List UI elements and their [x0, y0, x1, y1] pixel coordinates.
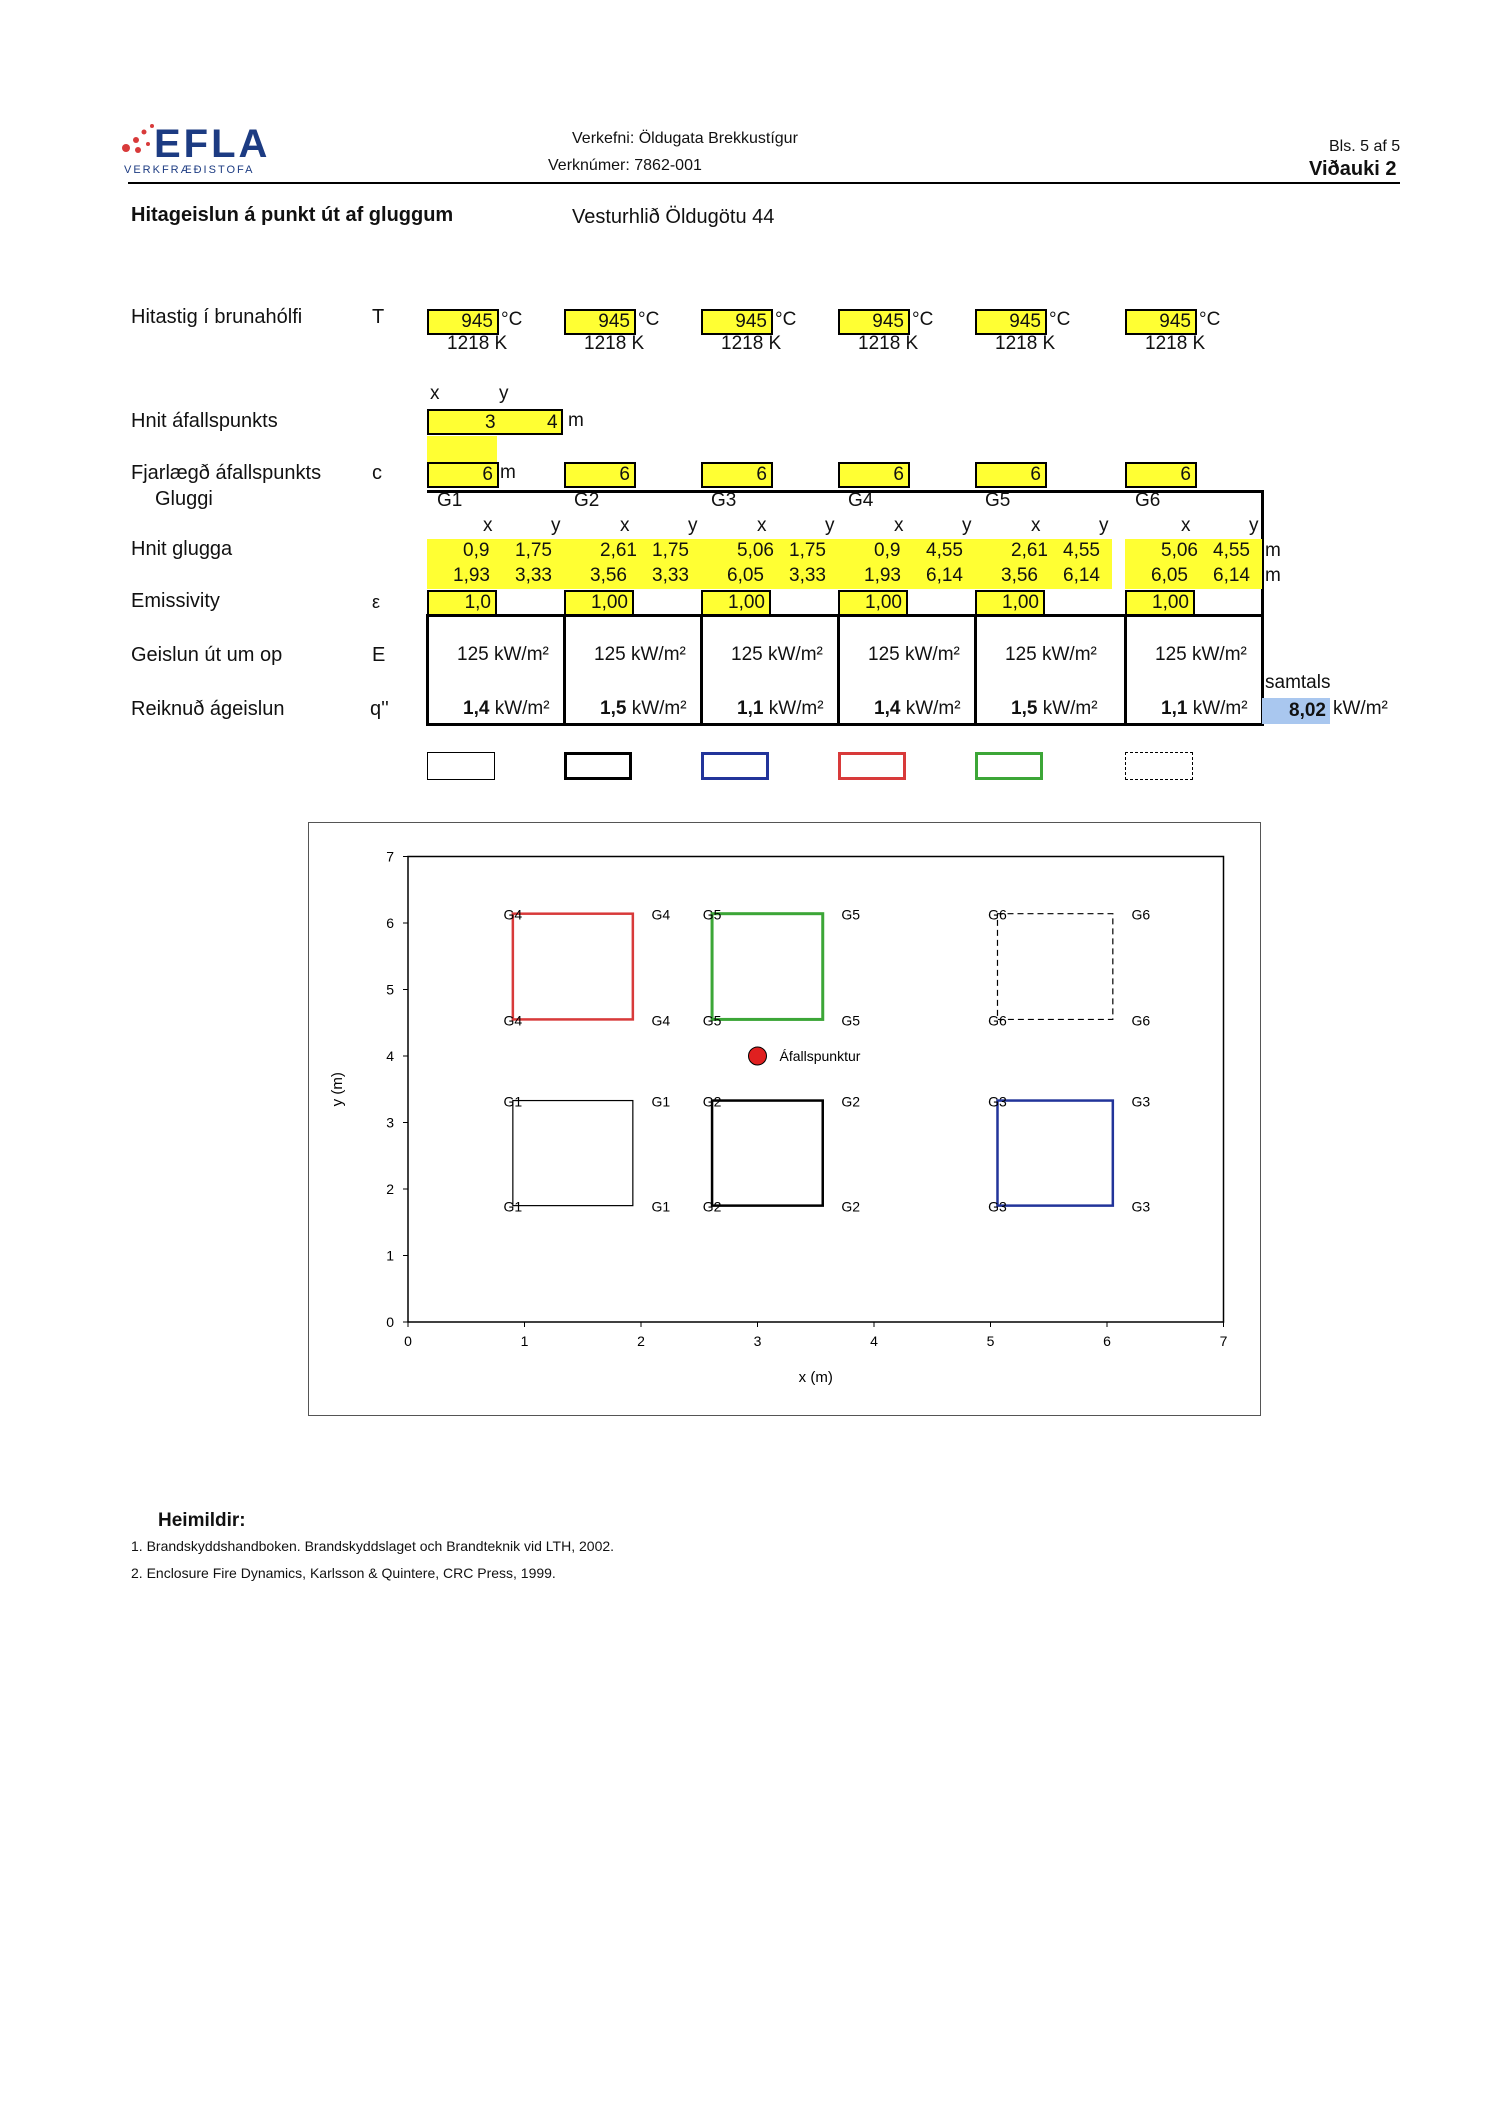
radiation-out-G5	[1005, 644, 1097, 666]
temp-kelvin-G6: 1218 K	[1145, 333, 1206, 354]
page-subtitle: Vesturhlið Öldugötu 44	[572, 206, 775, 228]
calc-radiation-value: 1,1	[737, 698, 764, 719]
emissivity-box-G2: 1,00	[564, 590, 634, 616]
distance-unit: m	[500, 462, 516, 483]
x-tick-label: 0	[404, 1333, 412, 1349]
distance-box-G4: 6	[838, 462, 910, 488]
window-label-G1: G1	[651, 1093, 671, 1110]
window-label-G4: G4	[503, 906, 523, 923]
temp-unit-G5: °C	[1049, 309, 1071, 330]
legend-box-G6	[1125, 752, 1193, 780]
window-name-G5: G5	[985, 490, 1011, 511]
y-header-G2: y	[688, 515, 698, 536]
calc-radiation-unit: kW/m²	[1042, 698, 1098, 719]
reference-2: 2. Enclosure Fire Dynamics, Karlsson & Quintere, CRC Press, 1999.	[131, 1565, 556, 1581]
label-radiation-out: Geislun út um op	[131, 644, 283, 666]
y-header-G3: y	[825, 515, 835, 536]
logo-dots-icon	[118, 118, 158, 158]
point-y-header: y	[499, 383, 509, 404]
temp-unit-G2: °C	[638, 309, 660, 330]
y-tick-label: 2	[386, 1181, 394, 1197]
label-window-coords: Hnit glugga	[131, 538, 233, 560]
label-temperature: Hitastig í brunahólfi	[131, 306, 303, 328]
symbol-c: c	[372, 462, 382, 484]
y2-G3: 3,33	[789, 565, 826, 586]
window-label-G2: G2	[841, 1198, 861, 1215]
window-name-G2: G2	[574, 490, 600, 511]
temp-unit-G1: °C	[501, 309, 523, 330]
y-tick-label: 6	[386, 915, 394, 931]
radiation-out-value: 125	[1155, 644, 1187, 665]
logo	[118, 118, 288, 178]
x1-G6: 5,06	[1161, 540, 1198, 561]
x1-G3: 5,06	[737, 540, 774, 561]
point-x-value: 3	[485, 412, 496, 433]
window-label-G2: G2	[841, 1093, 861, 1110]
legend-box-G5	[975, 752, 1043, 780]
references-title: Heimildir:	[158, 1510, 246, 1531]
calc-radiation-value: 1,4	[874, 698, 901, 719]
x2-G3: 6,05	[727, 565, 764, 586]
page-title: Hitageislun á punkt út af gluggum	[131, 204, 454, 226]
point-y-value: 4	[547, 412, 558, 433]
distance-box-G5: 6	[975, 462, 1047, 488]
window-label-G6: G6	[988, 1012, 1007, 1029]
radiation-out-G1	[457, 644, 549, 666]
window-label-G4: G4	[651, 906, 671, 923]
total-value: 8,02	[1262, 698, 1330, 724]
calc-radiation-unit: kW/m²	[494, 698, 550, 719]
window-rect-G3	[997, 1101, 1112, 1206]
radiation-out-unit: kW/m²	[904, 644, 960, 665]
window-label-G3: G3	[1131, 1093, 1151, 1110]
x-header-G4: x	[894, 515, 904, 536]
y-header-G6: y	[1249, 515, 1259, 536]
emissivity-box-G3: 1,00	[701, 590, 771, 616]
temp-kelvin-G2: 1218 K	[584, 333, 645, 354]
emissivity-box-G4: 1,00	[838, 590, 908, 616]
window-rect-G4	[513, 914, 633, 1020]
column-rule-G1	[426, 614, 429, 726]
window-label-G1: G1	[503, 1198, 523, 1215]
window-label-G3: G3	[1131, 1198, 1151, 1215]
calc-radiation-unit: kW/m²	[768, 698, 824, 719]
x-axis-label: x (m)	[798, 1369, 833, 1386]
y1-G4: 4,55	[926, 540, 963, 561]
table-right-rule	[1261, 490, 1264, 726]
project-label: Verkefni: Öldugata Brekkustígur	[572, 130, 798, 147]
plot-area	[408, 857, 1224, 1323]
legend-box-G3	[701, 752, 769, 780]
calc-radiation-G3	[737, 698, 824, 720]
x-header-G6: x	[1181, 515, 1191, 536]
distance-box-G2: 6	[564, 462, 636, 488]
distance-box-G1: 6	[427, 462, 499, 488]
table-bottom-rule	[427, 723, 1263, 726]
y1-G6: 4,55	[1213, 540, 1250, 561]
radiation-out-G2	[594, 644, 686, 666]
window-label-G5: G5	[841, 1012, 861, 1029]
y-tick-label: 5	[386, 981, 394, 998]
x-header-G5: x	[1031, 515, 1041, 536]
x2-G2: 3,56	[590, 565, 627, 586]
radiation-out-value: 125	[731, 644, 763, 665]
y1-G5: 4,55	[1063, 540, 1100, 561]
symbol-q: q''	[370, 698, 389, 720]
legend-box-G1	[427, 752, 495, 780]
y1-G2: 1,75	[652, 540, 689, 561]
emissivity-box-G5: 1,00	[975, 590, 1045, 616]
radiation-out-G3	[731, 644, 823, 666]
radiation-out-unit: kW/m²	[1191, 644, 1247, 665]
window-name-G6: G6	[1135, 490, 1161, 511]
x2-G4: 1,93	[864, 565, 901, 586]
temp-unit-G3: °C	[775, 309, 797, 330]
temp-kelvin-G3: 1218 K	[721, 333, 782, 354]
point-blank-fill	[427, 436, 497, 462]
x1-G1: 0,9	[463, 540, 490, 561]
column-rule-G5	[974, 614, 977, 726]
temp-unit-G4: °C	[912, 309, 934, 330]
window-label-G2: G2	[702, 1093, 722, 1110]
calc-radiation-G5	[1011, 698, 1098, 720]
temp-box-G4: 945	[838, 309, 910, 335]
x-header-G2: x	[620, 515, 630, 536]
symbol-T: T	[372, 306, 385, 328]
logo-subtitle: VERKFRÆÐISTOFA	[124, 164, 255, 176]
legend-box-G2	[564, 752, 632, 780]
window-position-chart	[308, 822, 1261, 1416]
y-tick-label: 3	[386, 1114, 394, 1131]
point-x-header: x	[430, 383, 440, 404]
target-point-label: Áfallspunktur	[779, 1048, 861, 1064]
appendix-label: Viðauki 2	[1309, 158, 1397, 180]
window-rect-G5	[712, 914, 823, 1020]
calc-radiation-value: 1,5	[600, 698, 627, 719]
y2-G2: 3,33	[652, 565, 689, 586]
y-header-G1: y	[551, 515, 561, 536]
y-header-G4: y	[962, 515, 972, 536]
x1-G5: 2,61	[1011, 540, 1048, 561]
point-unit: m	[568, 410, 584, 431]
temp-box-G6: 945	[1125, 309, 1197, 335]
y2-G4: 6,14	[926, 565, 963, 586]
column-rule-G6	[1124, 614, 1127, 726]
label-emissivity: Emissivity	[131, 590, 220, 612]
calc-radiation-unit: kW/m²	[631, 698, 687, 719]
label-calc-radiation: Reiknuð ágeislun	[131, 698, 285, 720]
calc-radiation-G1	[463, 698, 550, 720]
y-header-G5: y	[1099, 515, 1109, 536]
reference-1: 1. Brandskyddshandboken. Brandskyddslaget och Brandteknik vid LTH, 2002.	[131, 1538, 615, 1554]
calc-radiation-G2	[600, 698, 687, 720]
window-label-G1: G1	[503, 1093, 523, 1110]
header-rule	[128, 182, 1400, 184]
x-header-G3: x	[757, 515, 767, 536]
legend-box-G4	[838, 752, 906, 780]
x-header-G1: x	[483, 515, 493, 536]
y-axis-label: y (m)	[329, 1072, 346, 1107]
temp-box-G5: 945	[975, 309, 1047, 335]
calc-radiation-value: 1,4	[463, 698, 490, 719]
emissivity-box-G6: 1,00	[1125, 590, 1195, 616]
temp-box-G2: 945	[564, 309, 636, 335]
total-unit: kW/m²	[1333, 698, 1388, 719]
radiation-out-G4	[868, 644, 960, 666]
total-label: samtals	[1265, 672, 1331, 693]
window-rect-G6	[997, 914, 1112, 1020]
window-label-G6: G6	[1131, 906, 1151, 923]
temp-box-G1: 945	[427, 309, 499, 335]
x2-G1: 1,93	[453, 565, 490, 586]
x-tick-label: 6	[1103, 1333, 1111, 1349]
coords-unit-1: m	[1265, 540, 1281, 561]
radiation-out-G6	[1155, 644, 1247, 666]
window-label-G2: G2	[702, 1198, 722, 1215]
calc-radiation-G4	[874, 698, 961, 720]
column-rule-G3	[700, 614, 703, 726]
x2-G6: 6,05	[1151, 565, 1188, 586]
y2-G1: 3,33	[515, 565, 552, 586]
coords-unit-2: m	[1265, 565, 1281, 586]
calc-radiation-value: 1,5	[1011, 698, 1038, 719]
window-name-G4: G4	[848, 490, 874, 511]
temp-kelvin-G5: 1218 K	[995, 333, 1056, 354]
point-box	[427, 409, 563, 435]
y-tick-label: 0	[386, 1314, 394, 1330]
distance-box-G3: 6	[701, 462, 773, 488]
temp-unit-G6: °C	[1199, 309, 1221, 330]
window-label-G1: G1	[651, 1198, 671, 1215]
radiation-out-value: 125	[868, 644, 900, 665]
y2-G5: 6,14	[1063, 565, 1100, 586]
x1-G2: 2,61	[600, 540, 637, 561]
window-label-G6: G6	[988, 906, 1007, 923]
y1-G3: 1,75	[789, 540, 826, 561]
temp-kelvin-G1: 1218 K	[447, 333, 508, 354]
column-rule-G2	[563, 614, 566, 726]
y-tick-label: 4	[386, 1048, 394, 1064]
window-label-G6: G6	[1131, 1012, 1151, 1029]
distance-box-G6: 6	[1125, 462, 1197, 488]
logo-wordmark: EFLA	[154, 122, 271, 166]
window-label-G5: G5	[702, 1012, 722, 1029]
temp-box-G3: 945	[701, 309, 773, 335]
x1-G4: 0,9	[874, 540, 901, 561]
x-tick-label: 7	[1219, 1333, 1228, 1349]
window-label-G5: G5	[702, 906, 722, 923]
emissivity-box-G1: 1,0	[427, 590, 497, 616]
radiation-out-value: 125	[594, 644, 626, 665]
radiation-out-unit: kW/m²	[630, 644, 686, 665]
radiation-out-unit: kW/m²	[1041, 644, 1097, 665]
page-number: Bls. 5 af 5	[1329, 138, 1401, 155]
window-rect-G2	[712, 1101, 823, 1206]
temp-kelvin-G4: 1218 K	[858, 333, 919, 354]
radiation-out-value: 125	[1005, 644, 1037, 665]
symbol-E: E	[372, 644, 386, 666]
x-tick-label: 4	[870, 1333, 878, 1349]
window-label-G3: G3	[988, 1198, 1007, 1215]
label-window: Gluggi	[155, 488, 213, 510]
radiation-out-unit: kW/m²	[767, 644, 823, 665]
symbol-epsilon: ε	[372, 592, 381, 612]
target-point-marker	[749, 1047, 767, 1065]
window-name-G3: G3	[711, 490, 737, 511]
calc-radiation-value: 1,1	[1161, 698, 1188, 719]
radiation-out-unit: kW/m²	[493, 644, 549, 665]
window-rect-G1	[513, 1101, 633, 1206]
project-number: Verknúmer: 7862-001	[548, 157, 702, 174]
calc-radiation-unit: kW/m²	[905, 698, 961, 719]
radiation-out-value: 125	[457, 644, 489, 665]
window-label-G3: G3	[988, 1093, 1007, 1110]
label-point: Hnit áfallspunkts	[131, 410, 278, 432]
x-tick-label: 5	[986, 1333, 995, 1349]
y-tick-label: 1	[386, 1247, 394, 1264]
window-name-G1: G1	[437, 490, 463, 511]
x2-G5: 3,56	[1001, 565, 1038, 586]
column-rule-G4	[837, 614, 840, 726]
label-distance: Fjarlægð áfallspunkts	[131, 462, 322, 484]
x-tick-label: 2	[637, 1333, 645, 1349]
y1-G1: 1,75	[515, 540, 552, 561]
window-label-G5: G5	[841, 906, 861, 923]
x-tick-label: 3	[753, 1333, 762, 1349]
window-label-G4: G4	[651, 1012, 671, 1029]
y2-G6: 6,14	[1213, 565, 1250, 586]
calc-radiation-G6	[1161, 698, 1248, 720]
x-tick-label: 1	[520, 1333, 529, 1349]
y-tick-label: 7	[386, 848, 394, 865]
calc-radiation-unit: kW/m²	[1192, 698, 1248, 719]
window-label-G4: G4	[503, 1012, 523, 1029]
